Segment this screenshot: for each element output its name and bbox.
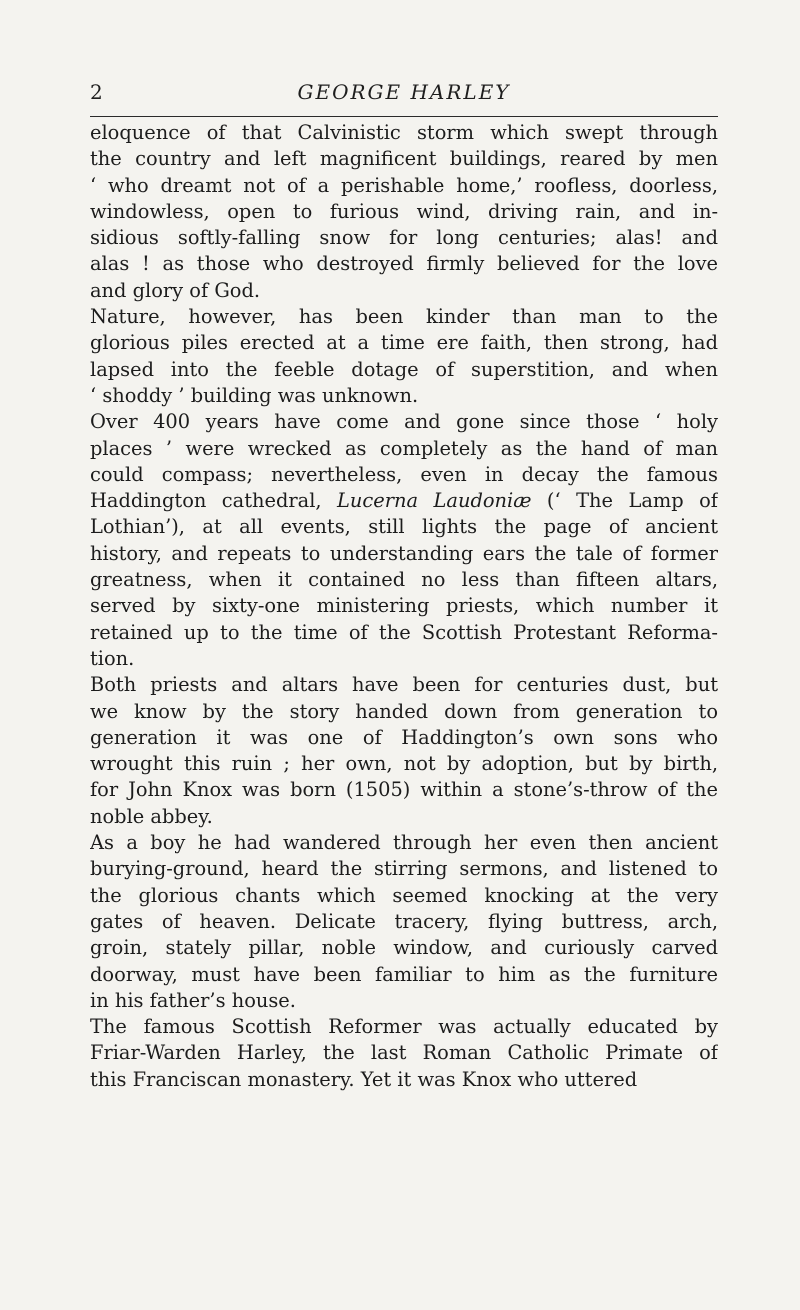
text-line: Friar-Warden Harley, the last Roman Catholic Primate of <box>90 1041 718 1065</box>
body-text <box>90 120 718 1093</box>
page-number: 2 <box>90 80 103 104</box>
text-line: and glory of God. <box>90 278 261 302</box>
text-line: The famous Scottish Reformer was actually educated by <box>90 1015 718 1039</box>
text-line: history, and repeats to understanding ears the tale of former <box>90 541 718 565</box>
paragraph-1 <box>90 120 718 304</box>
text-line: glorious piles erected at a time ere faith, then strong, had <box>90 331 718 355</box>
text-line: Nature, however, has been kinder than man to the <box>90 305 718 329</box>
text-line: the country and left magnificent buildings, reared by men <box>90 147 718 171</box>
text-line: Lothian’), at all events, still lights the page of ancient <box>90 515 718 539</box>
line-segment: (‘ The Lamp of <box>531 489 718 513</box>
paragraph-2 <box>90 304 718 409</box>
text-line: gates of heaven. Delicate tracery, flying buttress, arch, <box>90 909 718 933</box>
text-line: generation it was one of Haddington’s own sons who <box>90 725 718 749</box>
text-line: groin, stately pillar, noble window, and curiously carved <box>90 936 718 960</box>
text-line: places ’ were wrecked as completely as the hand of man <box>90 436 718 460</box>
text-line: greatness, when it contained no less than fifteen altars, <box>90 568 718 592</box>
text-line: the glorious chants which seemed knocking at the very <box>90 883 718 907</box>
latin-title: Lucerna Laudoniæ <box>337 489 532 513</box>
text-line: lapsed into the feeble dotage of superstition, and when <box>90 357 718 381</box>
text-line-with-italic <box>90 488 718 514</box>
text-line: could compass; nevertheless, even in decay the famous <box>90 462 718 486</box>
text-line: retained up to the time of the Scottish Protestant Reforma- <box>90 620 718 644</box>
line-segment: Haddington cathedral, <box>90 489 338 513</box>
text-line: we know by the story handed down from generation to <box>90 699 718 723</box>
running-head <box>90 80 718 106</box>
text-line: sidious softly-falling snow for long centuries; alas! and <box>90 226 718 250</box>
text-line: As a boy he had wandered through her even then ancient <box>90 831 718 855</box>
paragraph-6 <box>90 1014 718 1093</box>
text-line: alas ! as those who destroyed firmly believed for the love <box>90 252 718 276</box>
paragraph-5 <box>90 830 718 1014</box>
text-line: eloquence of that Calvinistic storm which swept through <box>90 121 718 144</box>
paragraph-3 <box>90 409 718 672</box>
text-line: served by sixty-one ministering priests, which number it <box>90 594 718 618</box>
text-line: windowless, open to furious wind, driving rain, and in- <box>90 199 718 223</box>
text-line: tion. <box>90 646 135 670</box>
text-line: wrought this ruin ; her own, not by adoption, but by birth, <box>90 752 718 776</box>
text-line: burying-ground, heard the stirring sermons, and listened to <box>90 857 718 881</box>
text-line: in his father’s house. <box>90 988 296 1012</box>
text-line: doorway, must have been familiar to him as the furniture <box>90 962 718 986</box>
text-line: Both priests and altars have been for centuries dust, but <box>90 673 718 697</box>
text-line: this Franciscan monastery. Yet it was Knox who uttered <box>90 1067 638 1091</box>
text-line: ‘ who dreamt not of a perishable home,’ roofless, doorless, <box>90 173 718 197</box>
text-line: for John Knox was born (1505) within a stone’s-throw of the <box>90 778 718 802</box>
text-line: noble abbey. <box>90 804 213 828</box>
header-rule <box>90 116 718 117</box>
text-line: ‘ shoddy ’ building was unknown. <box>90 383 419 407</box>
running-title: GEORGE HARLEY <box>297 80 511 104</box>
paragraph-4 <box>90 672 718 830</box>
text-line: Over 400 years have come and gone since those ‘ holy <box>90 410 718 434</box>
